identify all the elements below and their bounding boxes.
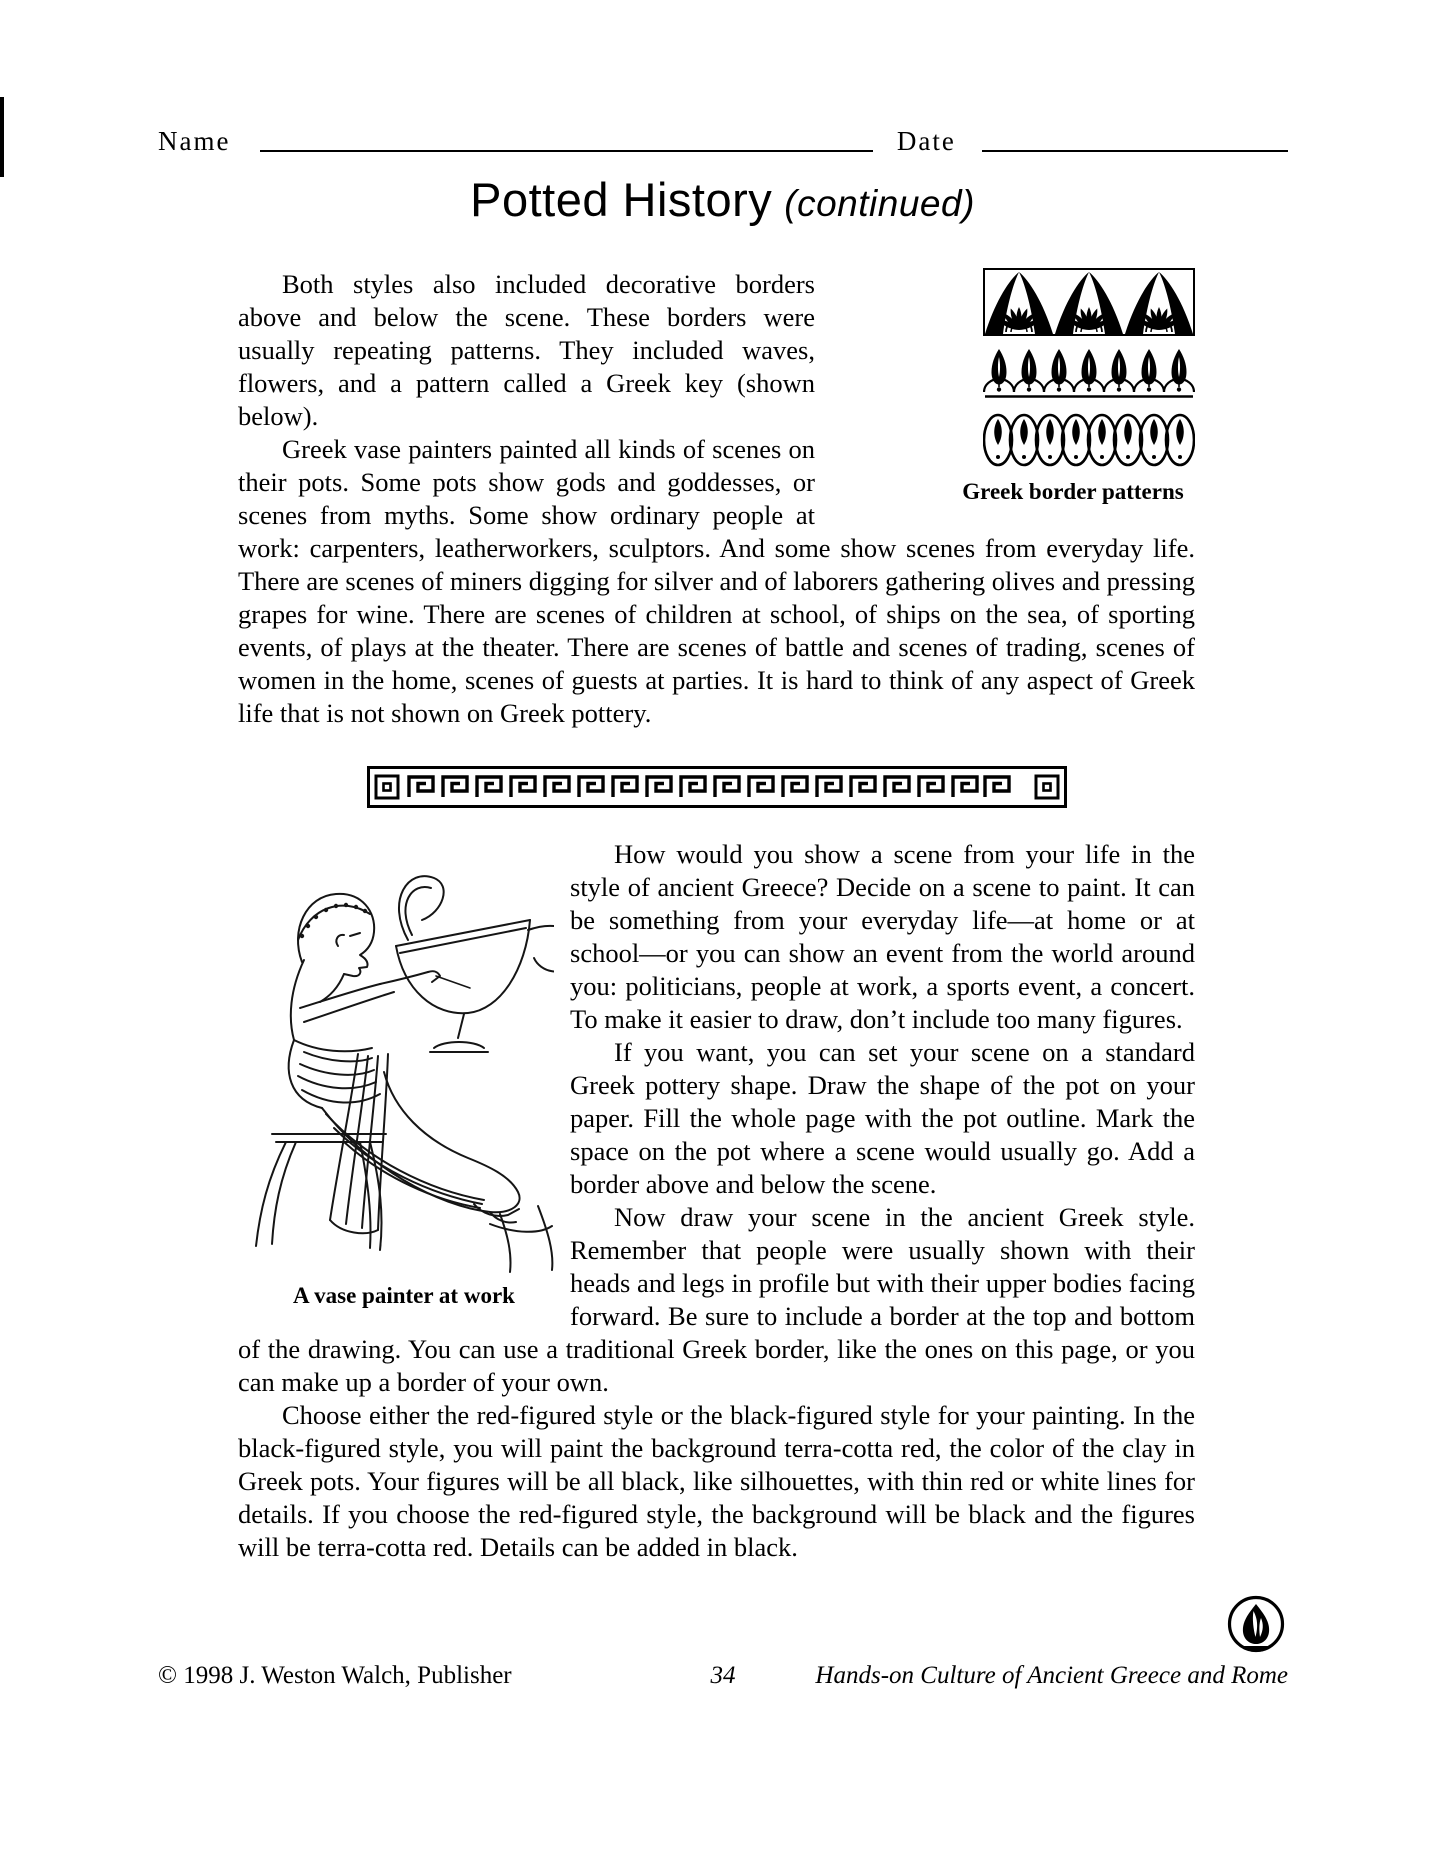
book-title: Hands-on Culture of Ancient Greece and Rome	[815, 1662, 1288, 1689]
main-content	[238, 268, 1195, 1564]
paragraph-how-would-you: How would you show a scene from your life in the style of ancient Greece? Decide on a scene to paint. It can be something from your everyday life—at home or at school—or you can show an event from the world around you: politicians, people at work, a sports event, a concert. To make it easier to draw, don’t include too many figures.	[570, 839, 1195, 1034]
vase-painter-illustration	[238, 838, 554, 1278]
paragraph-borders: Both styles also included decorative borders above and below the scene. These borders were usually repeating patterns. They included waves, flowers, and a pattern called a Greek key (shown below).	[238, 269, 815, 431]
date-label: Date	[896, 126, 956, 156]
vase-painter-figure	[238, 838, 570, 1309]
ring-border-icon	[983, 410, 1195, 470]
vase-painter-caption: A vase painter at work	[293, 1283, 515, 1308]
greek-key-divider	[367, 766, 1067, 808]
border-patterns-figure	[815, 268, 1195, 505]
page-title	[0, 172, 1445, 227]
date-blank-line	[982, 149, 1288, 152]
scan-artifact	[0, 97, 4, 177]
section-activity	[238, 838, 1195, 1564]
header	[158, 126, 1288, 157]
greek-key-border-icon	[367, 766, 1067, 808]
paragraph-pottery-shape: If you want, you can set your scene on a standard Greek pottery shape. Draw the shape of the pot on your paper. Fill the whole page with the pot outline. Mark the space on the pot where a scene would usually go. Add a border above and below the scene.	[570, 1037, 1195, 1199]
lotus-bud-border-icon	[983, 347, 1195, 399]
flame-icon	[1224, 1594, 1288, 1658]
palmette-border-icon	[983, 268, 1195, 336]
name-label: Name	[158, 126, 231, 156]
section-borders	[238, 268, 1195, 730]
paragraph-scenes: Greek vase painters painted all kinds of scenes on their pots. Some pots show gods and goddesses, or scenes from myths. Some show ordinary people at work: carpenters, leatherworkers, sculptors. And some show scenes from everyday life. There are scenes of miners digging for silver and of laborers gathering olives and pressing grapes for wine. There are scenes of children at school, of ships on the sea, of sporting events, of plays at the theater. There are scenes of battle and scenes of trading, scenes of women in the home, scenes of guests at parties. It is hard to think of any aspect of Greek life that is not shown on Greek pottery.	[238, 434, 1195, 728]
walch-flame-logo	[1224, 1594, 1288, 1658]
paragraph-choose-style: Choose either the red-figured style or the black-figured style for your painting. In the black-figured style, you will paint the background terra-cotta red, the color of the clay in Greek pots. Your figures will be all black, like silhouettes, with thin red or white lines for details. If you choose the red-figured style, the background will be black and the figures will be terra-cotta red. Details can be added in black.	[238, 1400, 1195, 1562]
border-patterns-caption: Greek border patterns	[962, 479, 1184, 504]
border-pattern-bands	[983, 268, 1195, 470]
copyright-text: © 1998 J. Weston Walch, Publisher	[158, 1662, 512, 1689]
page-footer	[158, 1662, 1288, 1690]
title-continued: (continued)	[784, 183, 975, 224]
title-main: Potted History	[470, 173, 773, 226]
name-blank-line	[260, 149, 872, 152]
page-number: 34	[710, 1662, 736, 1689]
paragraph-draw-scene: Now draw your scene in the ancient Greek style. Remember that people were usually shown with their heads and legs in profile but with their upper bodies facing forward. Be sure to include a border at the top and bottom of the drawing. You can use a traditional Greek border, like the ones on this page, or you can make up a border of your own.	[238, 1202, 1195, 1397]
